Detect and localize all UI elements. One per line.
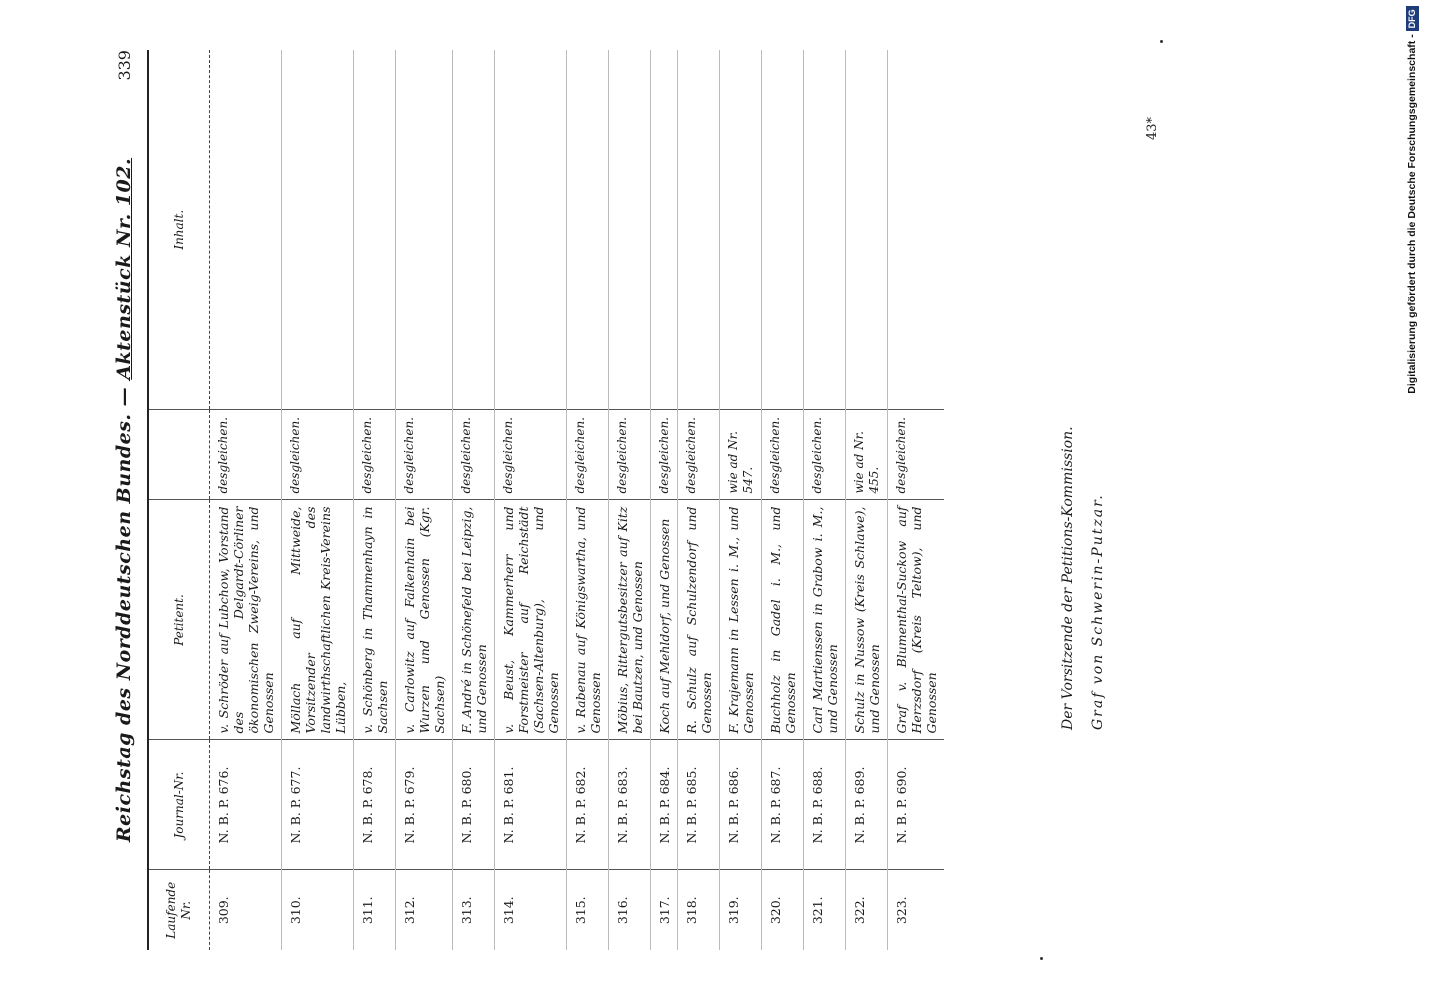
row-petitent: v. Rabenau auf Königswartha, und Genossen <box>567 500 609 740</box>
row-nr: 314. <box>495 870 567 950</box>
row-status: wie ad Nr. 547. <box>720 410 762 500</box>
row-inhalt <box>609 50 651 410</box>
sheet-mark: 43* <box>1145 116 1160 140</box>
row-inhalt <box>567 50 609 410</box>
table-row <box>396 50 453 950</box>
row-nr: 318. <box>678 870 720 950</box>
row-nr: 310. <box>282 870 354 950</box>
row-journal: N. B. P. 687. <box>762 740 804 870</box>
row-inhalt <box>396 50 453 410</box>
row-journal: N. B. P. 676. <box>210 740 282 870</box>
col-header-inhalt: Inhalt. <box>149 50 210 410</box>
scan-speck <box>1040 957 1043 960</box>
row-nr: 319. <box>720 870 762 950</box>
row-inhalt <box>888 50 945 410</box>
running-head <box>113 50 135 950</box>
signature-name: Graf von Schwerin-Putzar. <box>1090 493 1106 730</box>
table-row <box>720 50 762 950</box>
row-petitent: v. Schröder auf Lubchow, Vorstand des Delgardt-Cörliner ökonomischen Zweig-Vereins, und Genossen <box>210 500 282 740</box>
running-head-title: Aktenstück Nr. 102. <box>113 157 135 380</box>
col-header-journal-nr: Journal-Nr. <box>149 740 210 870</box>
row-journal: N. B. P. 684. <box>651 740 678 870</box>
row-nr: 309. <box>210 870 282 950</box>
row-nr: 313. <box>453 870 495 950</box>
row-nr: 322. <box>846 870 888 950</box>
table-row <box>453 50 495 950</box>
row-status: desgleichen. <box>567 410 609 500</box>
row-nr: 312. <box>396 870 453 950</box>
row-petitent: v. Schönberg in Thammenhayn in Sachsen <box>354 500 396 740</box>
row-petitent: F. André in Schönefeld bei Leipzig, und Genossen <box>453 500 495 740</box>
table-row <box>282 50 354 950</box>
table-row <box>804 50 846 950</box>
row-status: desgleichen. <box>453 410 495 500</box>
table-row <box>354 50 396 950</box>
row-nr: 320. <box>762 870 804 950</box>
row-inhalt <box>495 50 567 410</box>
row-petitent: Schulz in Nussow (Kreis Schlawe), und Genossen <box>846 500 888 740</box>
row-petitent: Koch auf Mehldorf, und Genossen <box>651 500 678 740</box>
row-petitent: F. Krajemann in Lessen i. M., und Genossen <box>720 500 762 740</box>
row-inhalt <box>210 50 282 410</box>
table-row <box>846 50 888 950</box>
row-nr: 315. <box>567 870 609 950</box>
page-number: 339 <box>115 50 134 81</box>
row-petitent: v. Carlowitz auf Falkenhain bei Wurzen und Genossen (Kgr. Sachsen) <box>396 500 453 740</box>
col-header-petitent: Petitent. <box>149 500 210 740</box>
row-status: desgleichen. <box>354 410 396 500</box>
row-nr: 323. <box>894 896 909 925</box>
table-row <box>609 50 651 950</box>
row-petitent: Möbius, Rittergutsbesitzer auf Kitz bei Bautzen, und Genossen <box>609 500 651 740</box>
row-inhalt <box>354 50 396 410</box>
credit-text: Digitalisierung gefördert durch die Deutsche Forschungsgemeinschaft - <box>1406 34 1418 394</box>
row-journal: N. B. P. 688. <box>804 740 846 870</box>
row-journal: N. B. P. 677. <box>282 740 354 870</box>
row-inhalt <box>720 50 762 410</box>
table-row <box>567 50 609 950</box>
row-journal: N. B. P. 683. <box>609 740 651 870</box>
row-status: desgleichen. <box>888 410 945 500</box>
row-inhalt <box>453 50 495 410</box>
col-header-laufende-nr: Laufende Nr. <box>149 870 210 950</box>
dfg-logo: DFG <box>1406 6 1419 31</box>
table-body <box>210 50 945 950</box>
row-status: desgleichen. <box>396 410 453 500</box>
row-inhalt <box>804 50 846 410</box>
row-inhalt <box>282 50 354 410</box>
row-nr: 316. <box>609 870 651 950</box>
table-header-row <box>149 50 210 950</box>
row-journal: N. B. P. 680. <box>453 740 495 870</box>
row-status: desgleichen. <box>804 410 846 500</box>
row-status: desgleichen. <box>210 410 282 500</box>
row-journal: N. B. P. 678. <box>354 740 396 870</box>
table-row <box>210 50 282 950</box>
row-petitent: Möllach auf Mittweide, Vorsitzender des landwirthschaftlichen Kreis-Vereins Lübben, <box>282 500 354 740</box>
row-petitent: Carl Martienssen in Grabow i. M., und Genossen <box>804 500 846 740</box>
row-journal: N. B. P. 690. <box>888 740 945 870</box>
row-status: desgleichen. <box>495 410 567 500</box>
row-journal: N. B. P. 685. <box>678 740 720 870</box>
row-inhalt <box>678 50 720 410</box>
row-inhalt <box>846 50 888 410</box>
signature-title: Der Vorsitzende der Petitions-Kommission. <box>1060 426 1076 730</box>
row-inhalt <box>651 50 678 410</box>
row-petitent: R. Schulz auf Schulzendorf und Genossen <box>678 500 720 740</box>
row-nr: 321. <box>804 870 846 950</box>
row-status: wie ad Nr. 455. <box>846 410 888 500</box>
row-journal: N. B. P. 689. <box>846 740 888 870</box>
row-status: desgleichen. <box>609 410 651 500</box>
row-petitent: v. Beust, Kammerherr und Forstmeister auf Reichstädt (Sachsen-Altenburg), und Genossen <box>495 500 567 740</box>
row-nr: 311. <box>354 870 396 950</box>
petitions-table <box>149 50 944 950</box>
row-journal: N. B. P. 681. <box>495 740 567 870</box>
scan-speck <box>1160 40 1163 43</box>
row-journal: N. B. P. 682. <box>567 740 609 870</box>
digitization-credit <box>1406 0 1422 400</box>
row-inhalt <box>762 50 804 410</box>
row-nr: 317. <box>651 870 678 950</box>
running-head-prefix: Reichstag des Norddeutschen Bundes. — <box>113 386 135 843</box>
row-status: desgleichen. <box>282 410 354 500</box>
row-journal: N. B. P. 679. <box>396 740 453 870</box>
row-journal: N. B. P. 686. <box>720 740 762 870</box>
row-petitent: Buchholz in Gadel i. M., und Genossen <box>762 500 804 740</box>
signature-block <box>1053 30 1113 730</box>
table-row <box>651 50 678 950</box>
row-petitent: Graf v. Blumenthal-Suckow auf Herzsdorf (Kreis Teltow), und Genossen <box>888 500 945 740</box>
table-row <box>495 50 567 950</box>
row-status: desgleichen. <box>678 410 720 500</box>
table-row <box>888 50 945 950</box>
table-row <box>678 50 720 950</box>
row-status: desgleichen. <box>762 410 804 500</box>
table-row <box>762 50 804 950</box>
rotated-document-page <box>75 40 1195 960</box>
col-header-status <box>149 410 210 500</box>
row-status: desgleichen. <box>651 410 678 500</box>
